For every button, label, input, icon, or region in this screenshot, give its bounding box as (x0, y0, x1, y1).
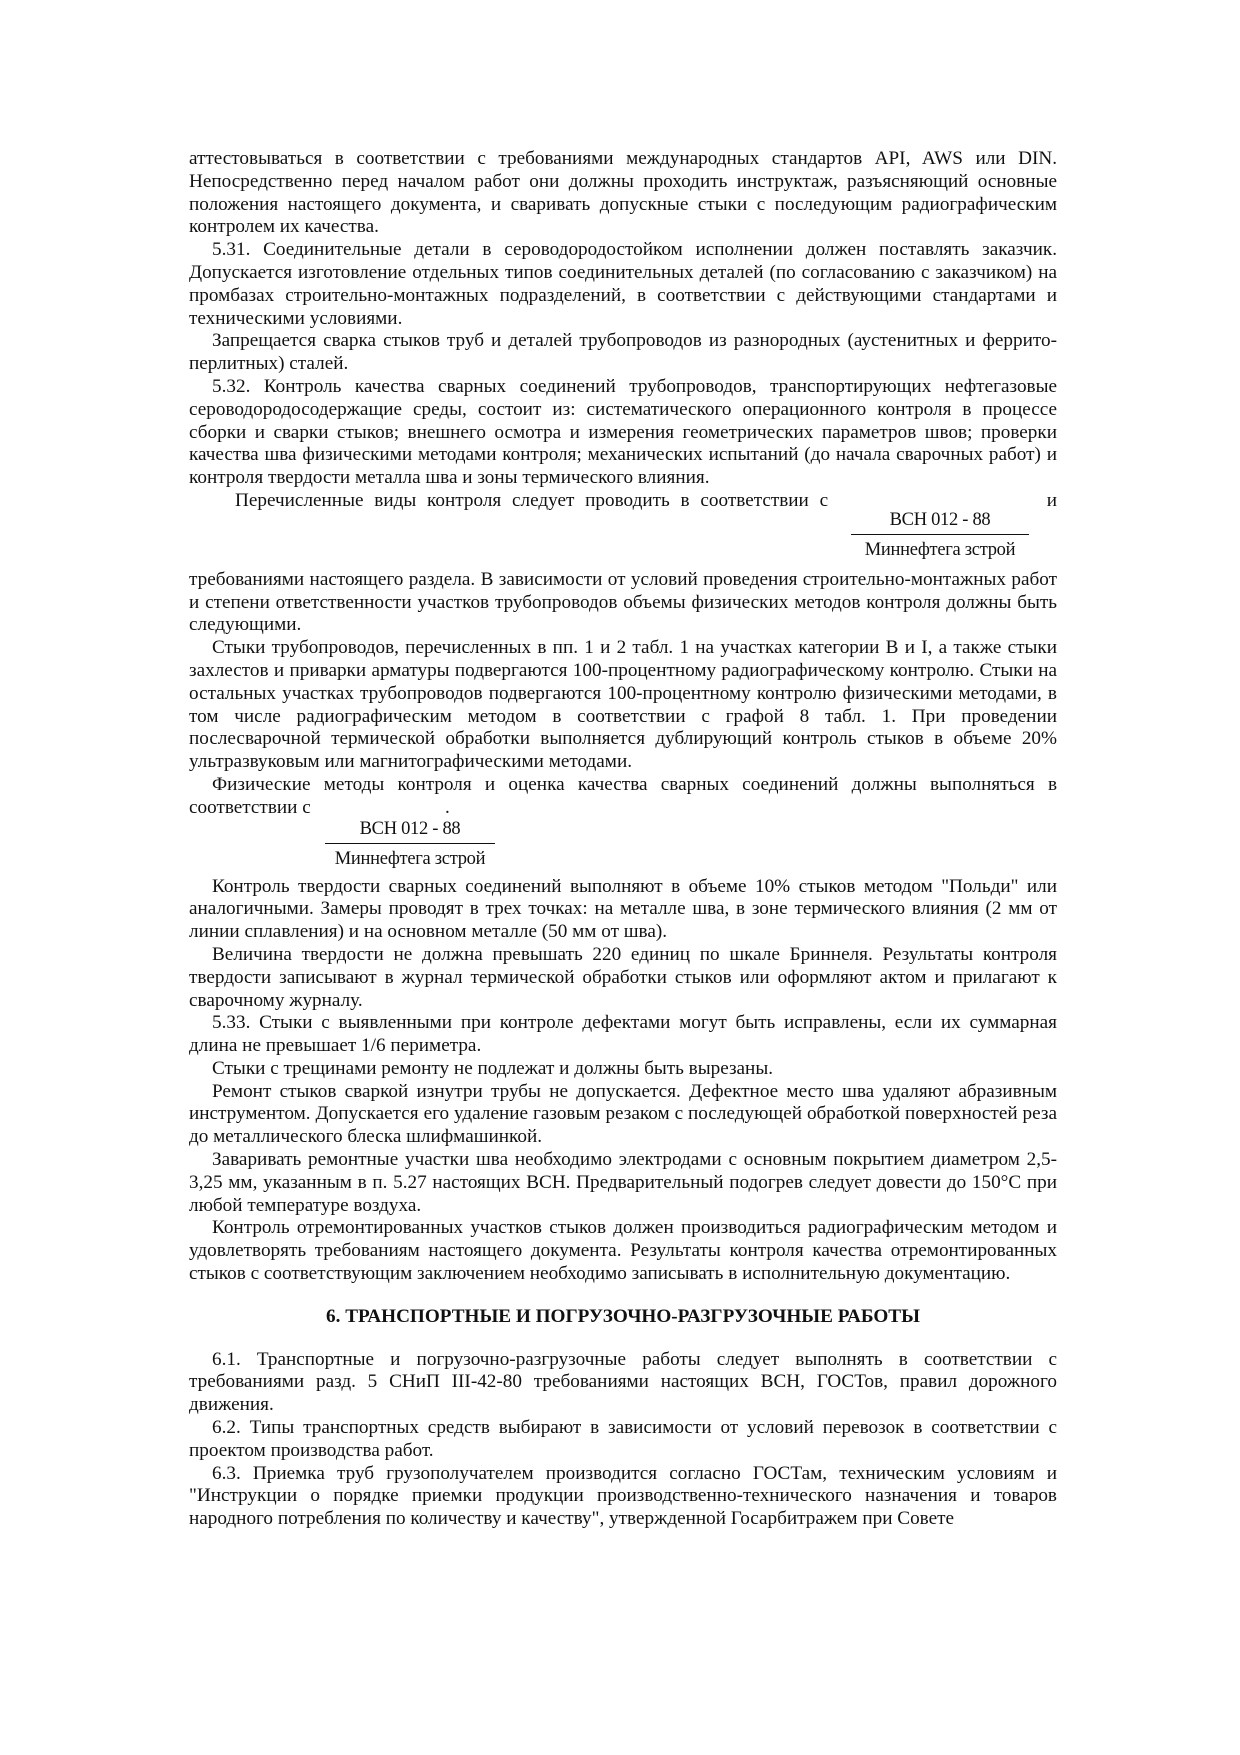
paragraph: 6.1. Транспортные и погрузочно-разгрузочные работы следует выполнять в соответствии с требованиями разд. 5 СНиП III-42-80 требованиями настоящих ВСН, ГОСТов, правил дорожного движения. (189, 1348, 1057, 1416)
paragraph: Контроль отремонтированных участков стыков должен производиться радиографическим методом и удовлетворять требованиям настоящего документа. Результаты контроля качества отремонтированных стыков с соответствующим заключением необходимо записывать в исполнительную документацию. (189, 1217, 1057, 1285)
paragraph: 6.2. Типы транспортных средств выбирают в зависимости от условий перевозок в соответствии с проектом производства работ. (189, 1417, 1057, 1461)
paragraph: Величина твердости не должна превышать 220 единиц по шкале Бриннеля. Результаты контроля твердости записывают в журнал термической обработки стыков или оформляют актом и прилагают к сварочному журналу. (189, 943, 1057, 1011)
paragraph: 5.33. Стыки с выявленными при контроле дефектами могут быть исправлены, если их суммарная длина не превышает 1/6 периметра. (189, 1012, 1057, 1057)
paragraph-group-d (189, 1349, 1057, 1531)
paragraph: Стыки с трещинами ремонту не подлежат и должны быть вырезаны. (212, 1057, 774, 1079)
paragraph: Запрещается сварка стыков труб и деталей трубопроводов из разнородных (аустенитных и феррито-перлитных) сталей. (189, 330, 1057, 375)
paragraph: 5.32. Контроль качества сварных соединений трубопроводов, транспортирующих нефтегазовые сероводородосодержащие среды, состоит из: систематического операционного контроля в процессе сборки и сварки стыков; внешнего осмотра и измерения геометрических параметров швов; проверки качества шва физическими методами контроля; механических испытаний (до начала сварочных работ) и контроля твердости металла шва и зоны термического влияния. (189, 375, 1057, 489)
fraction-numerator: ВСН 012 - 88 (325, 818, 495, 844)
paragraph-group-b (189, 568, 1062, 820)
section-heading: 6. ТРАНСПОРТНЫЕ И ПОГРУЗОЧНО-РАЗГРУЗОЧНЫЕ РАБОТЫ (326, 1305, 920, 1327)
standard-reference-fraction (851, 509, 1029, 561)
fraction-denominator: Миннефтега зстрой (334, 848, 486, 869)
paragraph: Контроль твердости сварных соединений выполняют в объеме 10% стыков методом "Польди" или аналогичными. Замеры проводят в трех точках: на металле шва, в зоне термического влияния (2 мм от линии сплавления) и на основном металле (50 мм от шва). (189, 875, 1057, 943)
paragraph: Заваривать ремонтные участки шва необходимо электродами с основным покрытием диаметром 2,5-3,25 мм, указанным в п. 5.27 настоящих ВСН. Предварительный подогрев следует довести до 150°С при любой температуре воздуха. (189, 1149, 1057, 1216)
standard-reference-fraction (325, 818, 495, 870)
standard-reference-block (189, 820, 1057, 876)
paragraph: требованиями настоящего раздела. В зависимости от условий проведения строительно-монтажных работ и степени ответственности участков трубопроводов объемы физических методов контроля должны быть следующими. (189, 568, 1057, 636)
paragraph: аттестовываться в соответствии с требованиями международных стандартов API, AWS или DIN. Непосредственно перед началом работ они должны проходить инструктаж, разъясняющий основные положения настоящего документа, и сваривать допускные стыки с последующим радиографическим контролем их качества. (189, 148, 1057, 238)
paragraph: Ремонт стыков сваркой изнутри трубы не допускается. Дефектное место шва удаляют абразивным инструментом. Допускается его удаление газовым резаком с последующей обработкой поверхностей реза до металлического блеска шлифмашинкой. (189, 1080, 1057, 1148)
reference-lead-text: Перечисленные виды контроля следует проводить в соответствии с (235, 489, 829, 511)
reference-tail-text: и (1046, 489, 1057, 511)
paragraph: 5.31. Соединительные детали в сероводородостойком исполнении должен поставлять заказчик. Допускается изготовление отдельных типов соединительных деталей (по согласованию с заказчиком) на промбазах строительно-монтажных подразделений, в соответствии с действующими стандартами и техническими условиями. (189, 239, 1057, 329)
paragraph-group-a (189, 148, 1057, 490)
paragraph-group-c (189, 876, 1057, 1286)
paragraph: 6.3. Приемка труб грузополучателем производится согласно ГОСТам, техническим условиям и "Инструкции о порядке приемки продукции производственно-технического назначения и товаров народного потребления по количеству и качеству", утвержденной Госарбитражем при Совете (189, 1462, 1057, 1530)
document-page (189, 148, 1062, 1531)
fraction-denominator: Миннефтега зстрой (864, 539, 1016, 560)
paragraph: Стыки трубопроводов, перечисленных в пп. 1 и 2 табл. 1 на участках категории В и I, а также стыки захлестов и приварки арматуры подвергаются 100-процентному радиографическому контролю. Стыки на остальных участках трубопроводов подвергаются 100-процентному контролю физическими методами, в том числе радиографическим методом в соответствии с графой 8 табл. 1. При проведении послесварочной термической обработки выполняется дублирующий контроль стыков в объеме 20% ультразвуковым или магнитографическими методами. (189, 637, 1057, 773)
standard-reference-block (189, 509, 1057, 569)
paragraph: Физические методы контроля и оценка качества сварных соединений должны выполняться в соответствии с . (189, 773, 1062, 818)
fraction-numerator: ВСН 012 - 88 (851, 509, 1029, 535)
